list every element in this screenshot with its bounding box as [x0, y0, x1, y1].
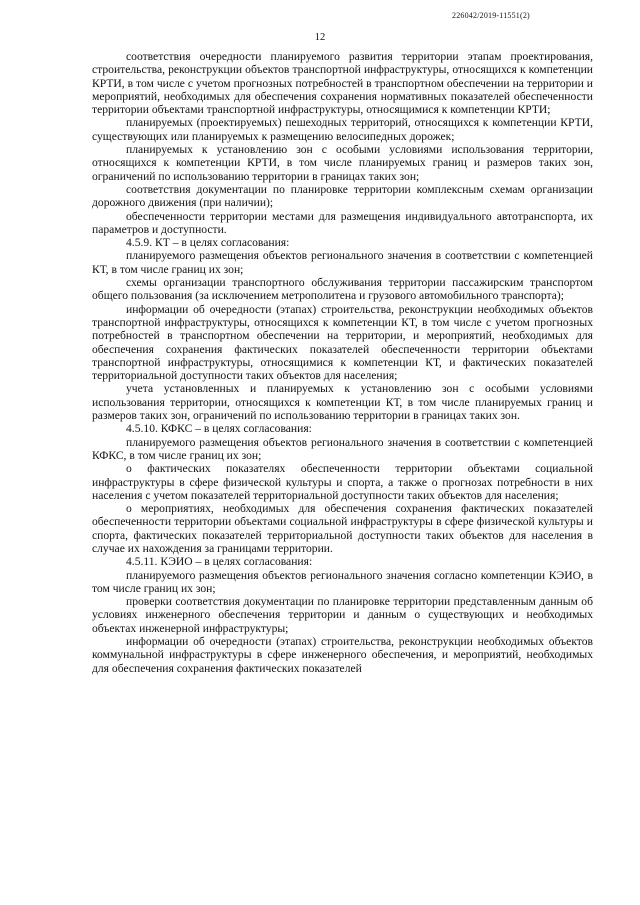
paragraph: информации об очередности (этапах) строительства, реконструкции необходимых объектов транспортной инфраструктуры, относящихся к компетенции КТ, в том числе с учетом прогнозных потребностей в транспортном обеспечении на территории, и мероприятий, необходимых для обеспечения сохранения фактических показателей обеспеченности территории объектами транспортной инфраструктуры, относящимися к компетенции КТ, и фактических показателей территориальной доступности таких объектов для населения; [92, 302, 593, 383]
paragraph: обеспеченности территории местами для размещения индивидуального автотранспорта, их параметров и доступности. [92, 209, 593, 236]
paragraph: соответствия очередности планируемого развития территории этапам проектирования, строительства, реконструкции объектов транспортной инфраструктуры, относящихся к компетенции КРТИ, в том числе с учетом прогнозных потребностей в транспортном обеспечении на территории и мероприятий, необходимых для обеспечения сохранения нормативных показателей обеспеченности территории объектами транспортной инфраструктуры, относящимися к компетенции КРТИ; [92, 50, 593, 117]
paragraph: информации об очередности (этапах) строительства, реконструкции необходимых объектов коммунальной инфраструктуры в сфере инженерного обеспечения, и мероприятий, необходимых для обеспечения сохранения фактических показателей [92, 635, 593, 675]
section-heading: 4.5.10. КФКС – в целях согласования: [126, 422, 312, 436]
paragraph: о мероприятиях, необходимых для обеспечения сохранения фактических показателей обеспеченности территории объектами социальной инфраструктуры в сфере физической культуры и спорта, фактических показателей территориальной доступности таких объектов для населения в случае их нахождения за границами территории. [92, 502, 593, 555]
paragraph: планируемых к установлению зон с особыми условиями использования территории, относящихся к компетенции КРТИ, в том числе планируемых границ и размеров таких зон, ограничений по использованию территории в границах таких зон; [92, 143, 593, 183]
section-heading: 4.5.9. КТ – в целях согласования: [126, 236, 290, 250]
paragraph: проверки соответствия документации по планировке территории представленным данным об условиях инженерного обеспечения территории и данным о существующих и необходимых объектах инженерной инфраструктуры; [92, 595, 593, 635]
section-heading: 4.5.11. КЭИО – в целях согласования: [126, 555, 313, 569]
paragraph: планируемого размещения объектов регионального значения в соответствии с компетенцией КФКС, в том числе границ их зон; [92, 435, 593, 462]
paragraph: планируемых (проектируемых) пешеходных территорий, относящихся к компетенции КРТИ, существующих или планируемых к размещению велосипедных дорожек; [92, 116, 593, 143]
paragraph: схемы организации транспортного обслуживания территории пассажирским транспортом общего пользования (за исключением метрополитена и грузового автомобильного транспорта); [92, 276, 593, 303]
document-id: 226042/2019-11551(2) [452, 11, 530, 20]
paragraph: о фактических показателях обеспеченности территории объектами социальной инфраструктуры в сфере физической культуры и спорта, а также о прогнозах потребности в них населения с учетом показателей территориальной доступности таких объектов для населения; [92, 462, 593, 502]
paragraph: планируемого размещения объектов регионального значения согласно компетенции КЭИО, в том числе границ их зон; [92, 568, 593, 595]
document-body [92, 50, 593, 675]
paragraph: соответствия документации по планировке территории комплексным схемам организации дорожного движения (при наличии); [92, 182, 593, 210]
paragraph: учета установленных и планируемых к установлению зон с особыми условиями использования территории, относящихся к компетенции КТ, в том числе планируемых границ и размеров таких зон, ограничений по использованию территории в границах таких зон. [92, 382, 593, 423]
page-number: 12 [314, 32, 326, 43]
paragraph: планируемого размещения объектов регионального значения в соответствии с компетенцией КТ, в том числе границ их зон; [92, 249, 593, 276]
